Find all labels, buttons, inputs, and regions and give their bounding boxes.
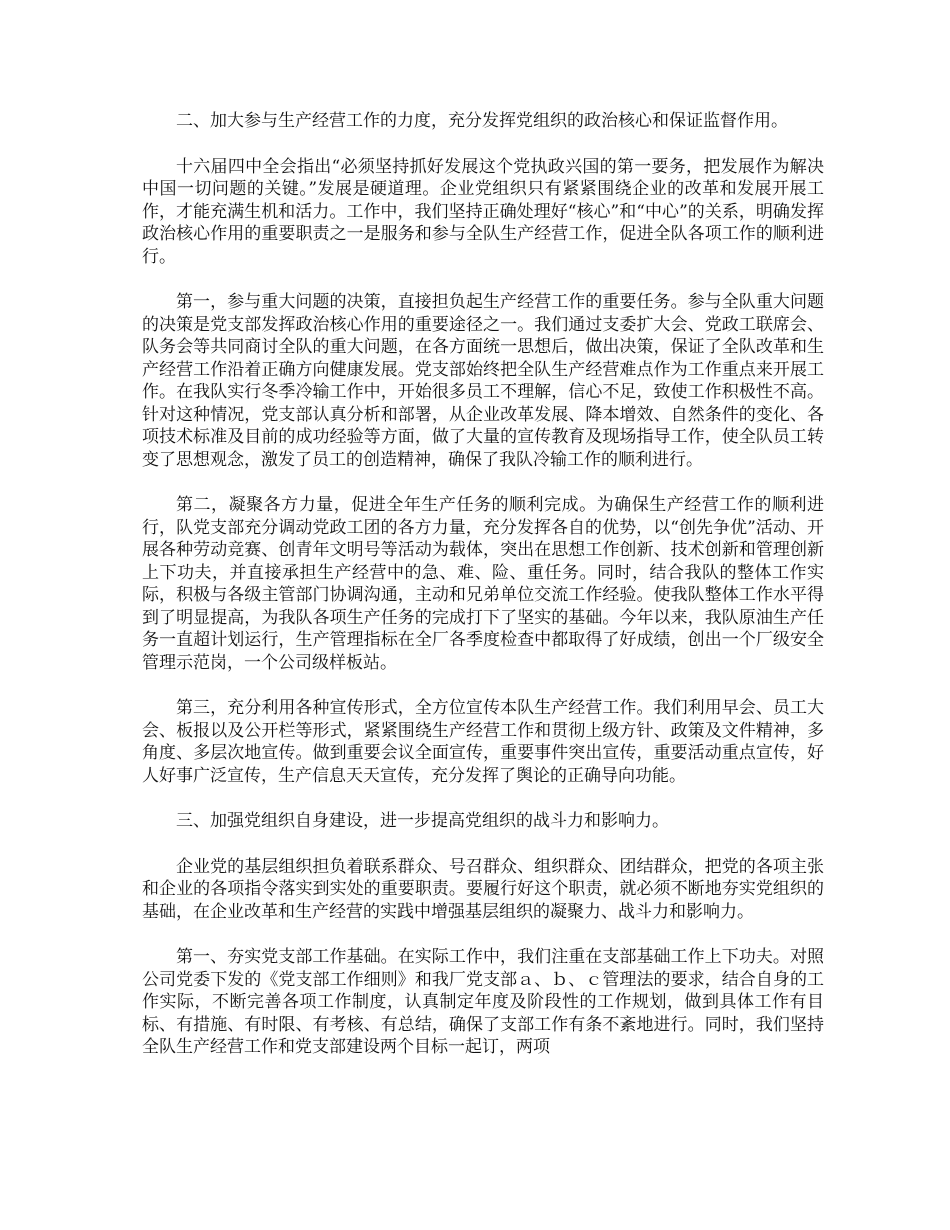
document-body bbox=[142, 110, 824, 1082]
section-heading-2: 二、加大参与生产经营工作的力度，充分发挥党组织的政治核心和保证监督作用。 bbox=[176, 111, 788, 131]
body-paragraph: 企业党的基层组织担负着联系群众、号召群众、组织群众、团结群众，把党的各项主张和企业的各项指令落实到实处的重要职责。要履行好这个职责，就必须不断地夯实党组织的基础，在企业改革和生产经营的实践中增强基层组织的凝聚力、战斗力和影响力。 bbox=[142, 856, 824, 922]
body-paragraph: 第一，参与重大问题的决策，直接担负起生产经营工作的重要任务。参与全队重大问题的决策是党支部发挥政治核心作用的重要途径之一。我们通过支委扩大会、党政工联席会、队务会等共同商讨全队的重大问题，在各方面统一思想后，做出决策，保证了全队改革和生产经营工作沿着正确方向健康发展。党支部始终把全队生产经营难点作为工作重点来开展工作。在我队实行冬季冷输工作中，开始很多员工不理解，信心不足，致使工作积极性不高。针对这种情况，党支部认真分析和部署，从企业改革发展、降本增效、自然条件的变化、各项技术标准及目前的成功经验等方面，做了大量的宣传教育及现场指导工作，使全队员工转变了思想观念，激发了员工的创造精神，确保了我队冷输工作的顺利进行。 bbox=[142, 292, 824, 470]
body-paragraph: 第二，凝聚各方力量，促进全年生产任务的顺利完成。为确保生产经营工作的顺利进行，队党支部充分调动党政工团的各方力量，充分发挥各自的优势，以“创先争优”活动、开展各种劳动竞赛、创青年文明号等活动为载体，突出在思想工作创新、技术创新和管理创新上下功夫，并直接承担生产经营中的急、难、险、重任务。同时，结合我队的整体工作实际，积极与各级主管部门协调沟通，主动和兄弟单位交流工作经验。使我队整体工作水平得到了明显提高，为我队各项生产任务的完成打下了坚实的基础。今年以来，我队原油生产任务一直超计划运行，生产管理指标在全厂各季度检查中都取得了好成绩，创出一个厂级安全管理示范岗，一个公司级样板站。 bbox=[142, 495, 824, 673]
body-paragraph: 第三，充分利用各种宣传形式，全方位宣传本队生产经营工作。我们利用早会、员工大会、板报以及公开栏等形式，紧紧围绕生产经营工作和贯彻上级方针、政策及文件精神，多角度、多层次地宣传。做到重要会议全面宣传，重要事件突出宣传，重要活动重点宣传，好人好事广泛宣传，生产信息天天宣传，充分发挥了舆论的正确导向功能。 bbox=[142, 698, 824, 786]
body-paragraph: 十六届四中全会指出“必须坚持抓好发展这个党执政兴国的第一要务，把发展作为解决中国一切问题的关键。”发展是硬道理。企业党组织只有紧紧围绕企业的改革和发展开展工作，才能充满生机和活力。工作中，我们坚持正确处理好“核心”和“中心”的关系，明确发挥政治核心作用的重要职责之一是服务和参与全队生产经营工作，促进全队各项工作的顺利进行。 bbox=[142, 156, 824, 267]
body-paragraph: 第一、夯实党支部工作基础。在实际工作中，我们注重在支部基础工作上下功夫。对照公司党委下发的《党支部工作细则》和我厂党支部ａ、ｂ、ｃ管理法的要求，结合自身的工作实际，不断完善各项工作制度，认真制定年度及阶段性的工作规划，做到具体工作有目标、有措施、有时限、有考核、有总结，确保了支部工作有条不紊地进行。同时，我们坚持全队生产经营工作和党支部建设两个目标一起订，两项 bbox=[142, 947, 824, 1057]
section-heading-3: 三、加强党组织自身建设，进一步提高党组织的战斗力和影响力。 bbox=[176, 811, 669, 831]
